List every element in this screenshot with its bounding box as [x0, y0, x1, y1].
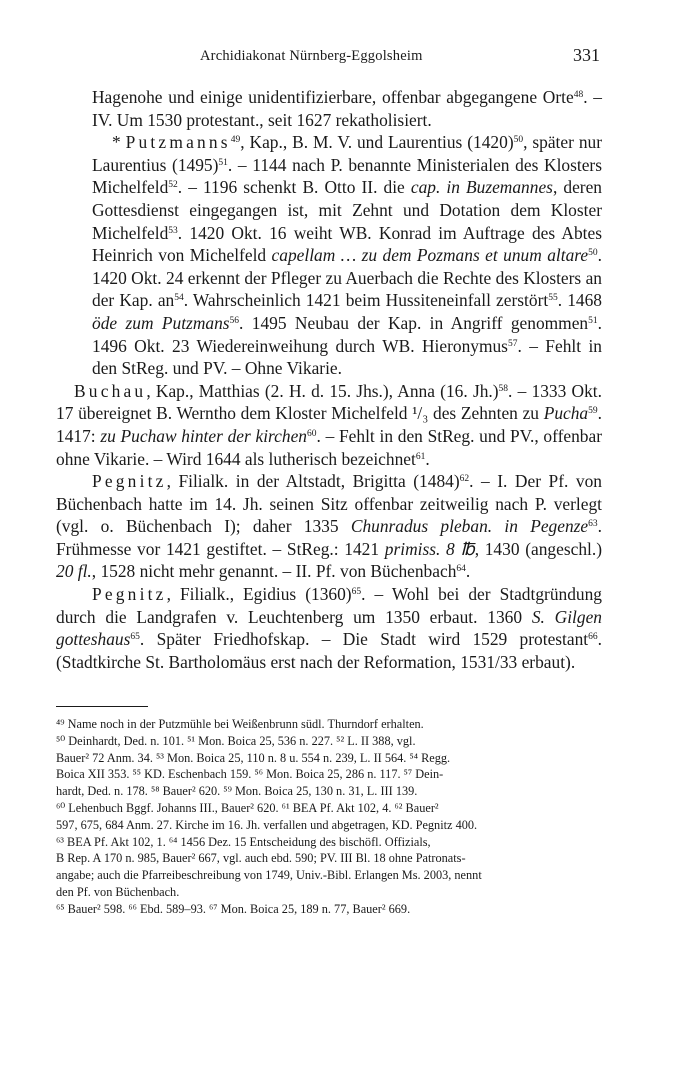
italic-quote: öde zum Putzmans [92, 312, 230, 333]
entry-pegnitz-egidius: Pegnitz, Filialk., Egidius $(1360)^{65}$. – Wohl bei der Stadtgründung durch die Landgrafen v. Leuchtenberg um 1350 erbaut. 1360 S. Gilgen gotteshaus$^{65}$. Später Friedhofskap. – Die Stadt wird 1529 protestant$^{66}$. (Stadtkirche St. Bartholomäus erst nach der Reformation, 1531/33 erbaut). [56, 584, 602, 672]
italic-quote: capellam … zu dem Pozmans et unum altare [271, 245, 589, 266]
footnote-ref: 57 [507, 338, 518, 349]
entry-pegnitz-altstadt: Pegnitz, Filialk. in der Altstadt, Brigitta $(1484)^{62}$. – I. Der Pf. von Büchenbach hatte im 14. Jh. seinen Sitz offenbar zeitweilig nach P. verlegt (vgl. o. Büchenbach I); daher 1335 Chunradus pleban. in Pegenze$^{63}$. Frühmesse vor 1421 gestiftet. – StReg.: 1421 primiss. 8 ℔, 1430 (angeschl.) 20 fl., 1528 nicht mehr genannt. – II. Pf. von Büchenbach$^{64}$. [56, 471, 602, 582]
footnotes [56, 716, 602, 918]
running-header [92, 44, 600, 68]
footnote-ref: 61 [415, 451, 426, 462]
footnote-ref: 49 [230, 135, 241, 146]
paragraph-hagenohe: Hagenohe und einige unidentifizierbare, offenbar abgegangene Orte$^{48}$. – IV. Um 1530 protestant., seit 1627 rekatholisiert. [92, 87, 602, 130]
entry-heading: Buchau [74, 380, 147, 401]
footnote-line: Boica XII 353. ⁵⁵ KD. Eschenbach 159. ⁵⁶ Mon. Boica 25, 286 n. 117. ⁵⁷ Dein- [56, 767, 444, 782]
asterisk-mark: * [112, 132, 126, 153]
footnote-ref: 55 [548, 293, 558, 304]
footnote-line: ⁶⁰ Lehenbuch Bggf. Johanns III., Bauer² 620. ⁶¹ BEA Pf. Akt 102, 4. ⁶² Bauer² [56, 800, 439, 815]
footnote-ref: 50 [588, 248, 598, 259]
footnote-ref: 62 [459, 474, 470, 485]
entry-heading: Putzmanns [125, 132, 231, 153]
footnote-ref: 54 [174, 293, 184, 304]
footnote-line: ⁴⁹ Name noch in der Putzmühle bei Weißenbrunn südl. Thurndorf erhalten. [56, 717, 424, 731]
entry-heading: Pegnitz [92, 471, 167, 492]
footnote-ref: 66 [588, 632, 598, 643]
italic-quote: 20 fl. [56, 561, 92, 582]
entry-putzmanns: * Putzmanns$^{49}$, Kap., B. M. V. und Laurentius $(1420)^{50}$, später nur Laurentius $(1495)^{51}$. – 1144 nach P. benannte Ministerialen des Klosters Michelfeld$^{52}$. – 1196 schenkt B. Otto II. die cap. in Buzemannes, deren Gottesdienst eingegangen ist, mit Zehnt und Dotation dem Kloster Michelfeld$^{53}$. 1420 Okt. 16 weiht WB. Konrad im Auftrage des Abtes Heinrich von Michelfeld capellam … zu dem Pozmans et unum altare$^{50}$. 1420 Okt. 24 erkennt der Pfleger zu Auerbach die Rechte des Klosters an der Kap. $an^{54}$. Wahrscheinlich 1421 beim Hussiteneinfall zerstört$^{55}$. 1468 öde zum Putzmans$^{56}$. 1495 Neubau der Kap. in Angriff genommen$^{51}$. 1496 Okt. 23 Wiedereinweihung durch WB. Hieronymus$^{57}$. – Fehlt in den StReg. und PV. – Ohne Vikarie. [92, 132, 602, 379]
footnote-ref: 48 [573, 90, 584, 100]
italic-quote: S. Gilgen gotteshaus [56, 606, 602, 650]
running-title: Archidiakonat Nürnberg-Eggolsheim [200, 48, 423, 64]
footnote-line: ⁵⁰ Deinhardt, Ded. n. 101. ⁵¹ Mon. Boica 25, 536 n. 227. ⁵² L. II 388, vgl. [56, 733, 416, 748]
footnote-line: 597, 675, 684 Anm. 27. Kirche im 16. Jh. verfallen und abgetragen, KD. Pegnitz 400. [56, 817, 478, 832]
italic-quote: Pucha [543, 403, 589, 424]
main-text [56, 86, 602, 673]
footnote-ref: 51 [218, 157, 228, 168]
footnote-line: hardt, Ded. n. 178. ⁵⁸ Bauer² 620. ⁵⁹ Mon. Boica 25, 130 n. 31, L. III 139. [56, 784, 418, 799]
entry-heading: Pegnitz [92, 584, 167, 605]
footnote-ref: 64 [456, 564, 466, 575]
footnote-ref: 51 [588, 315, 598, 326]
footnote-line: ⁶⁵ Bauer² 598. ⁶⁶ Ebd. 589–93. ⁶⁷ Mon. Boica 25, 189 n. 77, Bauer² 669. [56, 901, 411, 916]
footnote-ref: 56 [229, 315, 240, 326]
footnote-ref: 60 [307, 428, 317, 439]
italic-quote: Chunradus pleban. in Pegenze [350, 516, 589, 537]
italic-quote: cap. in Buzemannes [410, 177, 553, 198]
footnote-divider [56, 706, 148, 707]
footnote-line: angabe; auch die Pfarreibeschreibung von 1749, Univ.-Bibl. Erlangen Ms. 2003, nennt [56, 868, 482, 883]
page-number: 331 [573, 45, 600, 65]
footnote-ref: 58 [498, 383, 509, 394]
footnote-line: ⁶³ BEA Pf. Akt 102, 1. ⁶⁴ 1456 Dez. 15 Entscheidung des bischöfl. Offizials, [56, 834, 431, 849]
footnote-ref: 65 [130, 632, 140, 643]
footnote-line: den Pf. von Büchenbach. [56, 884, 180, 899]
footnote-ref: 59 [588, 406, 598, 417]
italic-quote: zu Puchaw hinter der kirchen [100, 425, 307, 446]
footnote-ref: 53 [168, 225, 178, 236]
entry-buchau: Buchau, Kap., Matthias (2. H. d. 15. Jhs.), Anna (16. Jh.)$^{58}$. – 1333 Okt. 17 übereignet B. Werntho dem Kloster Michelfeld ¹/₃ des Zehnten zu Pucha$^{59}$. 1417: zu Puchaw hinter der kirchen$^{60}$. – Fehlt in den StReg. und PV., offenbar ohne Vikarie. – Wird 1644 als lutherisch bezeichnet$^{61}$. [56, 380, 602, 469]
footnote-line: Bauer² 72 Anm. 34. ⁵³ Mon. Boica 25, 110 n. 8 u. 554 n. 239, L. II 564. ⁵⁴ Regg. [56, 750, 451, 765]
footnote-ref: 65 [351, 587, 362, 598]
footnote-line: B Rep. A 170 n. 985, Bauer² 667, vgl. auch ebd. 590; PV. III Bl. 18 ohne Patronats- [56, 851, 466, 866]
footnote-ref: 50 [513, 135, 524, 146]
continuation-block [56, 86, 602, 380]
italic-quote: primiss. 8 ℔ [384, 538, 475, 559]
footnote-ref: 52 [168, 180, 178, 191]
footnote-ref: 63 [588, 519, 598, 530]
